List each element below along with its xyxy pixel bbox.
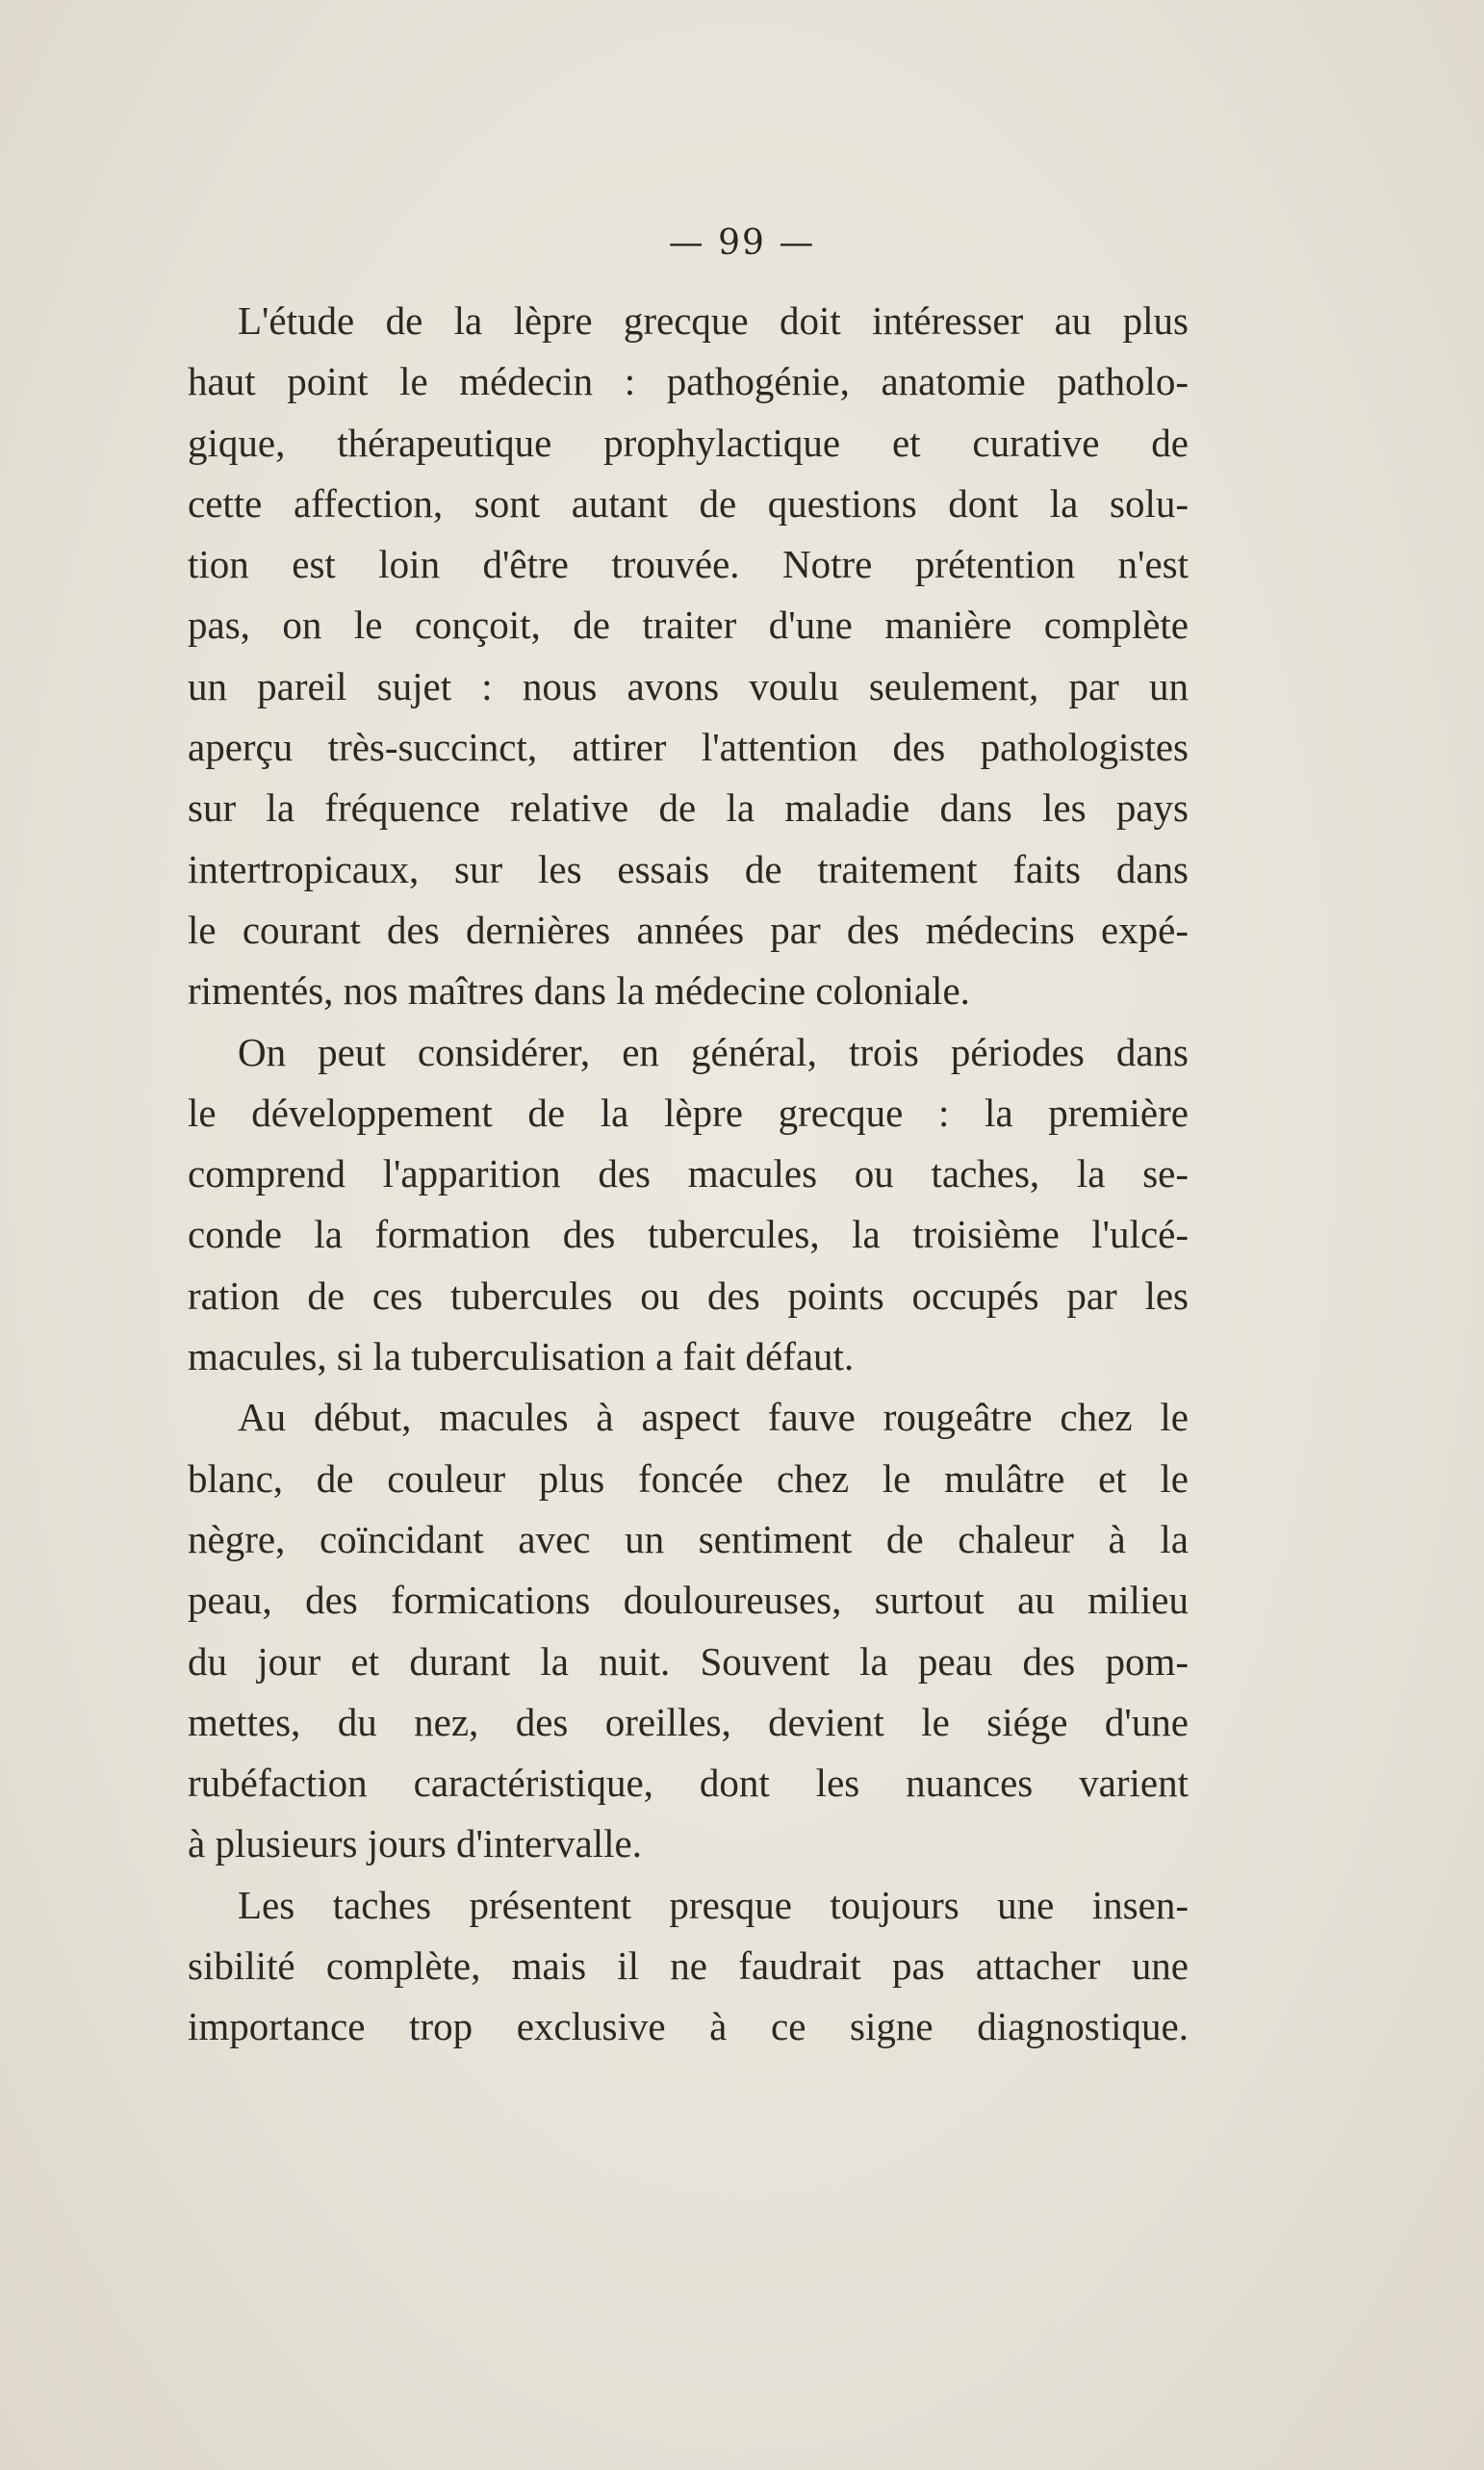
paragraph-1-line-7: un pareil sujet : nous avons voulu seulement, par un: [188, 663, 1189, 708]
paragraph-4-line-2: sibilité complète, mais il ne faudrait pas attacher une: [188, 1943, 1189, 1989]
paragraph-3-line-7: rubéfaction caractéristique, dont les nuances varient: [188, 1761, 1189, 1806]
paragraph-2-line-1: On peut considérer, en général, trois périodes dans: [238, 1029, 1189, 1074]
paragraph-1-line-5: tion est loin d'être trouvée. Notre prétention n'est: [188, 542, 1189, 587]
paragraph-4-line-1: Les taches présentent presque toujours une insen-: [238, 1882, 1189, 1927]
paragraph-3-line-6: mettes, du nez, des oreilles, devient le siége d'une: [188, 1699, 1189, 1744]
paragraph-2-line-6: macules, si la tuberculisation a fait défaut.: [188, 1334, 855, 1379]
page-number: — 99 —: [668, 223, 816, 263]
paragraph-3-line-5: du jour et durant la nuit. Souvent la peau des pom-: [188, 1638, 1189, 1684]
paragraph-1-line-9: sur la fréquence relative de la maladie dans les pays: [188, 785, 1189, 831]
paragraph-1-line-2: haut point le médecin : pathogénie, anatomie patholo-: [188, 359, 1189, 404]
paragraph-1-line-3: gique, thérapeutique prophylactique et curative de: [188, 420, 1189, 465]
paragraph-3-line-2: blanc, de couleur plus foncée chez le mulâtre et le: [188, 1455, 1189, 1501]
paragraph-3-line-1: Au début, macules à aspect fauve rougeâtre chez le: [238, 1395, 1189, 1440]
paragraph-1-line-4: cette affection, sont autant de questions dont la solu-: [188, 480, 1189, 526]
paragraph-1-line-1: L'étude de la lèpre grecque doit intéresser au plus: [238, 298, 1189, 343]
paragraph-3-line-4: peau, des formications douloureuses, surtout au milieu: [188, 1578, 1189, 1623]
paragraph-3-line-8: à plusieurs jours d'intervalle.: [188, 1821, 642, 1866]
paragraph-2-line-3: comprend l'apparition des macules ou taches, la se-: [188, 1151, 1189, 1196]
paragraph-1-line-12: rimentés, nos maîtres dans la médecine coloniale.: [188, 968, 970, 1014]
paragraph-3-line-3: nègre, coïncidant avec un sentiment de chaleur à la: [188, 1516, 1189, 1561]
paragraph-2-line-2: le développement de la lèpre grecque : la première: [188, 1090, 1189, 1135]
paragraph-1-line-11: le courant des dernières années par des médecins expé-: [188, 907, 1189, 952]
paragraph-2-line-4: conde la formation des tubercules, la troisième l'ulcé-: [188, 1212, 1189, 1257]
body-text: [188, 291, 1189, 2058]
paragraph-2-line-5: ration de ces tubercules ou des points occupés par les: [188, 1273, 1189, 1318]
paragraph-1-line-6: pas, on le conçoit, de traiter d'une manière complète: [188, 603, 1189, 648]
paragraph-1-line-10: intertropicaux, sur les essais de traitement faits dans: [188, 846, 1189, 891]
paragraph-1-line-8: aperçu très-succinct, attirer l'attention des pathologistes: [188, 725, 1189, 770]
paragraph-4-line-3: importance trop exclusive à ce signe diagnostique.: [188, 2004, 1189, 2049]
